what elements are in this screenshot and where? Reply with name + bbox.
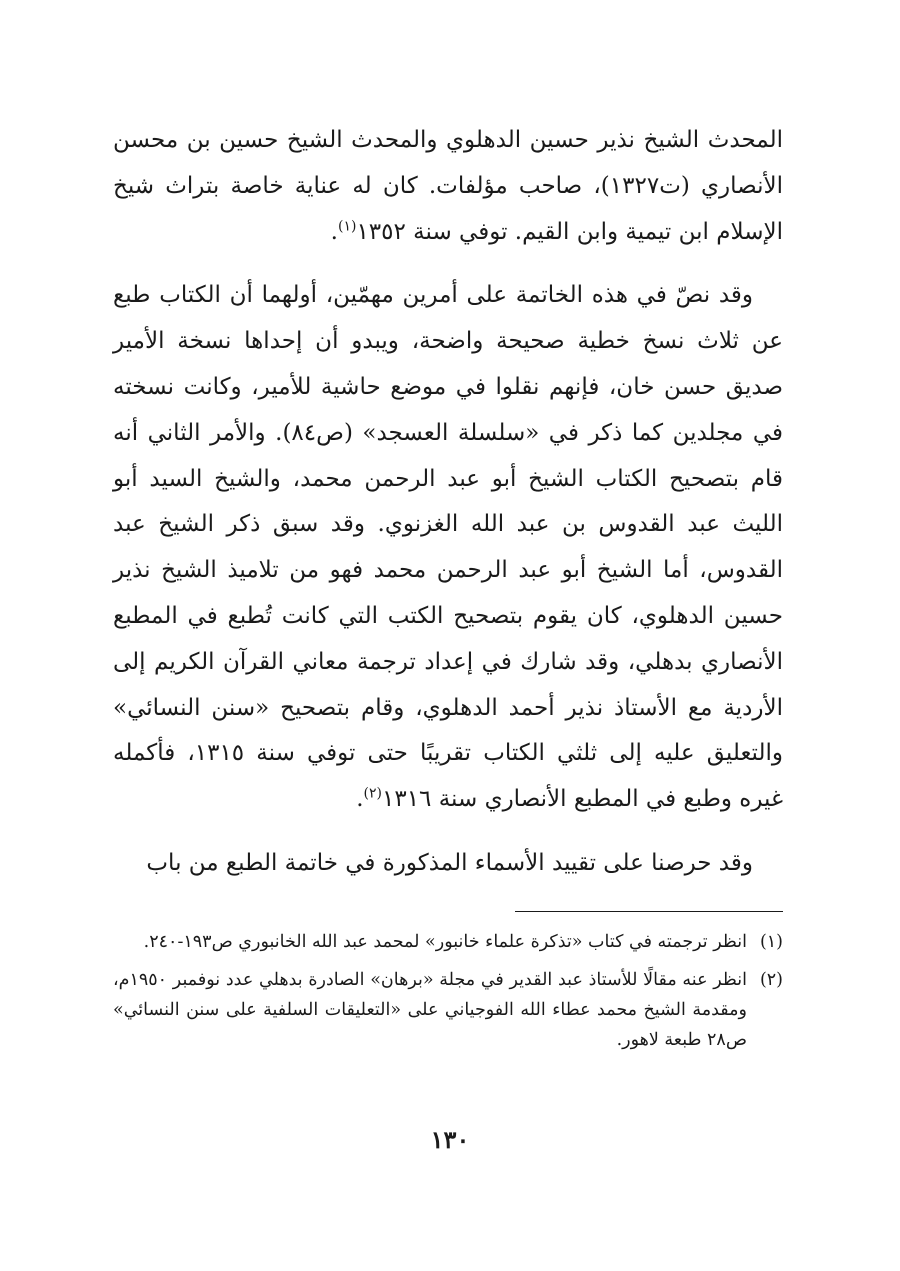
paragraph-2-text: وقد نصّ في هذه الخاتمة على أمرين مهمّين، أولهما أن الكتاب طبع عن ثلاث نسخ خطية صحيحة واضحة، ويبدو أن إحداها نسخة الأمير صديق حسن خان، فإنهم نقلوا في موضع حاشية للأمير، وكانت نسخته في مجلدين كما ذكر في «سلسلة العسجد» (ص٨٤). والأمر الثاني أنه قام بتصحيح الكتاب الشيخ أبو عبد الرحمن محمد، والشيخ السيد أبو الليث عبد القدوس بن عبد الله الغزنوي. وقد سبق ذكر الشيخ عبد القدوس، أما الشيخ أبو عبد الرحمن محمد فهو من تلاميذ الشيخ نذير حسين الدهلوي، كان يقوم بتصحيح الكتب التي كانت تُطبع في المطبع الأنصاري بدهلي، وقد شارك في إعداد ترجمة معاني القرآن الكريم إلى الأردية مع الأستاذ نذير أحمد الدهلوي، وقام بتصحيح «سنن النسائي» والتعليق عليه إلى ثلثي الكتاب تقريبًا حتى توفي سنة ١٣١٥، فأكمله غيره وطبع في المطبع الأنصاري سنة ١٣١٦ xyxy=(113,282,783,813)
paragraph-1-end: . xyxy=(330,218,338,245)
paragraph-2 xyxy=(113,273,783,823)
footnote-1-text: انظر ترجمته في كتاب «تذكرة علماء خانبور» لمحمد عبد الله الخانبوري ص١٩٣-٢٤٠. xyxy=(143,932,747,952)
footnote-1 xyxy=(113,927,783,957)
footnote-ref-2: (٢) xyxy=(363,785,382,802)
footnote-2 xyxy=(113,965,783,1055)
page-number: ١٣٠ xyxy=(430,1125,470,1154)
paragraph-1-text: المحدث الشيخ نذير حسين الدهلوي والمحدث الشيخ حسين بن محسن الأنصاري (ت١٣٢٧)، صاحب مؤلفات. كان له عناية خاصة بتراث شيخ الإسلام ابن تيمية وابن القيم. توفي سنة ١٣٥٢ xyxy=(113,127,783,245)
main-text xyxy=(113,118,783,905)
paragraph-1 xyxy=(113,118,783,255)
paragraph-2-end: . xyxy=(356,786,364,813)
footnote-1-number: (١) xyxy=(759,932,783,952)
footnote-separator xyxy=(515,911,783,912)
footnote-2-number: (٢) xyxy=(759,970,783,990)
footnotes xyxy=(113,927,783,1063)
footnote-ref-1: (١) xyxy=(337,217,357,234)
paragraph-3: وقد حرصنا على تقييد الأسماء المذكورة في خاتمة الطبع من باب xyxy=(146,849,753,876)
footnote-2-text: انظر عنه مقالًا للأستاذ عبد القدير في مجلة «برهان» الصادرة بدهلي عدد نوفمبر ١٩٥٠م، ومقدمة الشيخ محمد عطاء الله الفوجياني على «التعليقات السلفية على سنن النسائي» ص٢٨ طبعة لاهور. xyxy=(113,970,747,1050)
